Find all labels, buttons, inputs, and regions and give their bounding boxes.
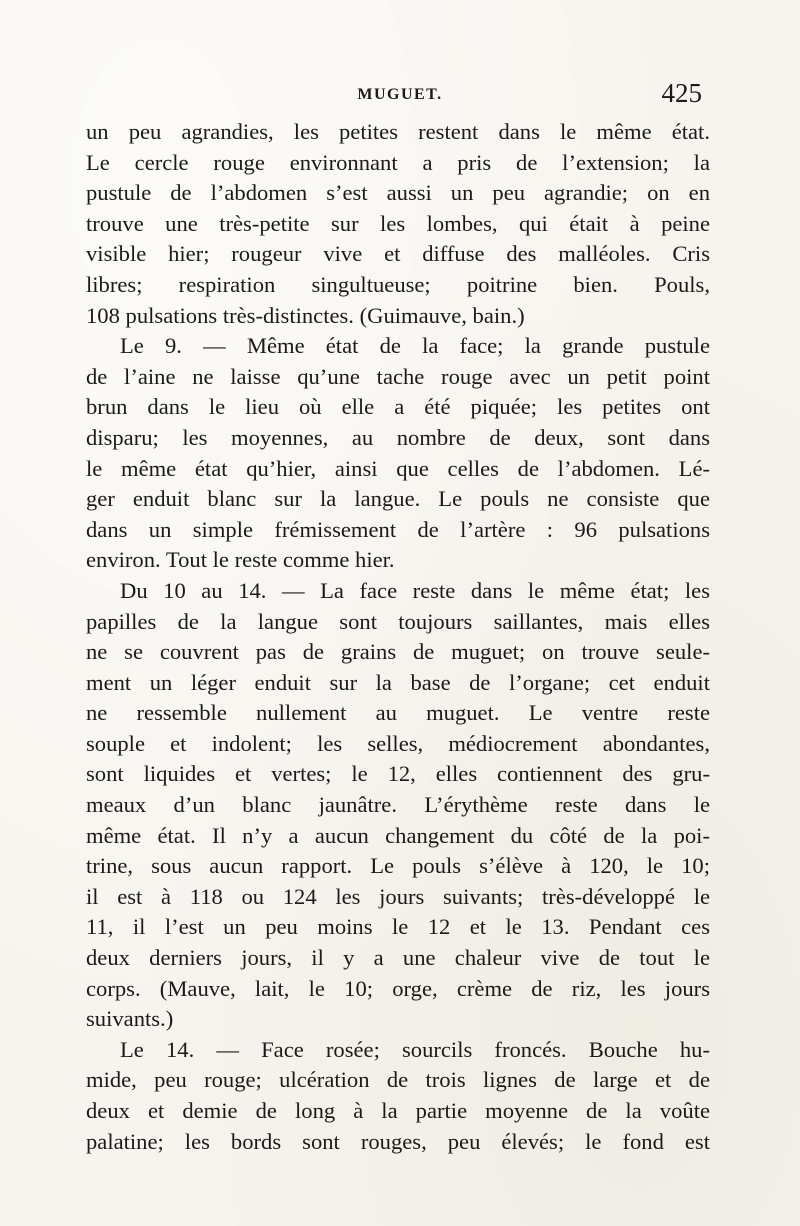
text-line: trouve une très-petite sur les lombes, qui était à peine (86, 210, 710, 236)
text-line: 108 pulsations très-distinctes. (Guimauve, bain.) (86, 302, 525, 328)
text-line: ne ressemble nullement au muguet. Le ventre reste (86, 700, 710, 726)
page-number: 425 (661, 78, 702, 108)
text-line: ment un léger enduit sur la base de l’organe; cet enduit (86, 669, 710, 695)
text-line: libres; respiration singultueuse; poitrine bien. Pouls, (86, 271, 710, 297)
text-line: le même état qu’hier, ainsi que celles de l’abdomen. Lé- (86, 455, 710, 481)
body-text (86, 117, 710, 1157)
text-line: mide, peu rouge; ulcération de trois lignes de large et de (86, 1067, 710, 1093)
text-line: environ. Tout le reste comme hier. (86, 547, 395, 573)
text-line: deux et demie de long à la partie moyenne de la voûte (86, 1098, 710, 1123)
paragraph-start-line: Le 9. — Même état de la face; la grande pustule (120, 333, 710, 359)
paragraph-start-line: Du 10 au 14. — La face reste dans le même état; les (120, 577, 710, 603)
text-line: 11, il l’est un peu moins le 12 et le 13. Pendant ces (86, 914, 710, 940)
text-line: trine, sous aucun rapport. Le pouls s’élève à 120, le 10; (86, 853, 710, 879)
text-line: Le cercle rouge environnant a pris de l’extension; la (86, 149, 710, 175)
text-line: ne se couvrent pas de grains de muguet; on trouve seule- (86, 639, 710, 665)
paragraph-start-line: Le 14. — Face rosée; sourcils froncés. Bouche hu- (120, 1036, 710, 1062)
text-line: suivants.) (86, 1006, 174, 1032)
text-line: disparu; les moyennes, au nombre de deux, sont dans (86, 424, 710, 450)
text-line: un peu agrandies, les petites restent dans le même état. (86, 119, 710, 144)
text-line: palatine; les bords sont rouges, peu élevés; le fond est (86, 1128, 710, 1154)
text-line: ger enduit blanc sur la langue. Le pouls ne consiste que (86, 486, 710, 512)
text-line: de l’aine ne laisse qu’une tache rouge avec un petit point (86, 363, 710, 389)
running-title: MUGUET. (357, 86, 443, 103)
text-line: brun dans le lieu où elle a été piquée; les petites ont (86, 394, 710, 420)
text-line: deux derniers jours, il y a une chaleur vive de tout le (86, 945, 710, 971)
text-line: pustule de l’abdomen s’est aussi un peu agrandie; on en (86, 180, 710, 206)
text-line: papilles de la langue sont toujours saillantes, mais elles (86, 608, 710, 634)
text-line: sont liquides et vertes; le 12, elles contiennent des gru- (86, 761, 710, 787)
text-line: il est à 118 ou 124 les jours suivants; très-développé le (86, 883, 710, 909)
text-line: souple et indolent; les selles, médiocrement abondantes, (86, 730, 710, 756)
text-line: visible hier; rougeur vive et diffuse des malléoles. Cris (86, 241, 710, 267)
text-line: même état. Il n’y a aucun changement du côté de la poi- (86, 822, 710, 848)
text-line: corps. (Mauve, lait, le 10; orge, crème de riz, les jours (86, 975, 710, 1001)
text-line: meaux d’un blanc jaunâtre. L’érythème reste dans le (86, 792, 710, 818)
running-head (90, 78, 710, 114)
text-line: dans un simple frémissement de l’artère : 96 pulsations (86, 516, 710, 542)
